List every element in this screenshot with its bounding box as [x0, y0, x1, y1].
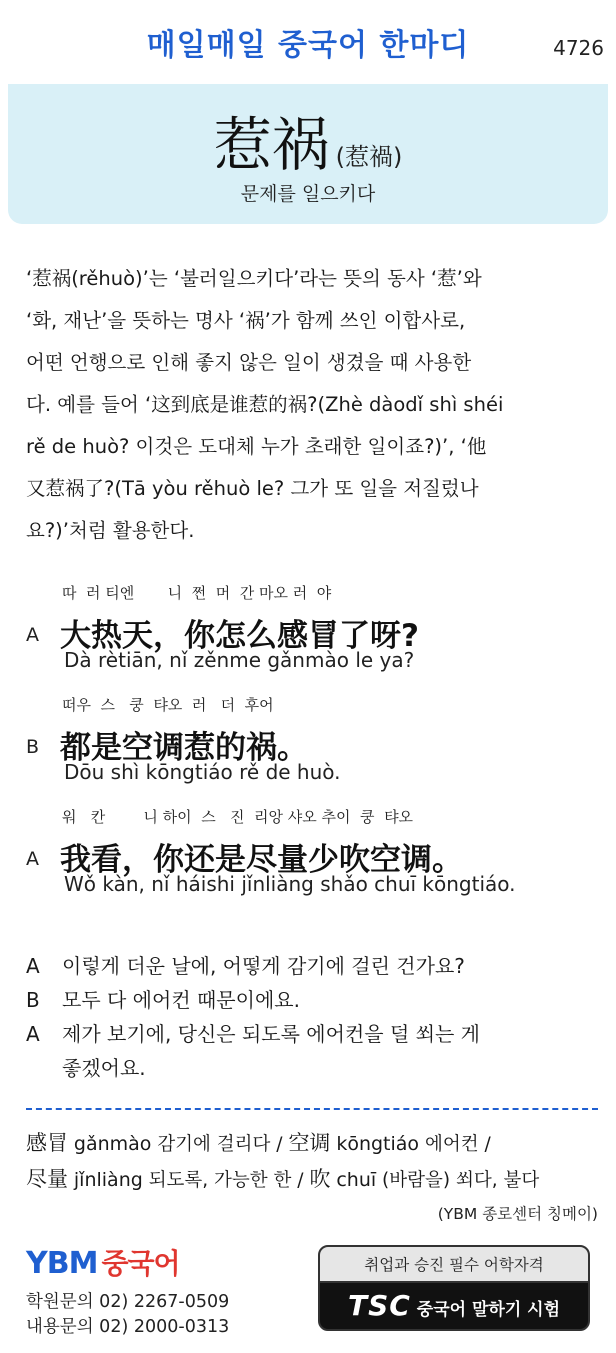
- word-panel: [8, 84, 608, 224]
- vocab-meaning: 감기에 걸리다 /: [157, 1134, 283, 1155]
- vocab-hanzi: 空调: [288, 1131, 331, 1155]
- tsc-banner[interactable]: [318, 1245, 590, 1331]
- explanation-line: 어떤 언행으로 인해 좋지 않은 일이 생겼을 때 사용한: [26, 351, 472, 374]
- vocab-line: [26, 1162, 598, 1198]
- dialog-pinyin: Dōu shì kōngtiáo rě de huò.: [64, 760, 341, 784]
- tsc-bottom: [320, 1283, 588, 1331]
- translation-speaker: A: [26, 954, 40, 978]
- dialog-pronunciation: 워 칸 니 하이 스 진 리앙 샤오 추이 쿵 탸오: [62, 808, 414, 826]
- translation-speaker: B: [26, 988, 40, 1012]
- author-credit: (YBM 종로센터 칭메이): [437, 1205, 598, 1223]
- word-hanzi: 惹祸: [213, 111, 330, 179]
- explanation-line: 요?)’처럼 활용한다.: [26, 519, 195, 542]
- tsc-logo: TSC: [347, 1289, 411, 1322]
- dialog-speaker: A: [26, 848, 39, 870]
- dashed-divider: [26, 1108, 598, 1110]
- vocab-meaning: (바람을) 쐬다, 불다: [382, 1170, 540, 1191]
- translation: [26, 950, 598, 1080]
- vocab-meaning: 되도록, 가능한 한 /: [148, 1170, 304, 1191]
- vocab-hanzi: 尽量: [26, 1167, 68, 1191]
- header: [0, 0, 616, 84]
- vocab-pinyin: gǎnmào: [73, 1133, 152, 1155]
- vocabulary: [26, 1126, 598, 1198]
- dialog-speaker: B: [26, 736, 40, 758]
- translation-line: [26, 1052, 146, 1081]
- dialog-pinyin: Wǒ kàn, nǐ háishi jǐnliàng shǎo chuī kōngtiáo.: [64, 872, 516, 896]
- dialog-line: [26, 806, 598, 906]
- dialog-pronunciation: 따 러 티엔 니 쩐 머 간 마오 러 야: [62, 584, 332, 602]
- explanation-line: 다. 예를 들어 ‘这到底是谁惹的祸?(Zhè dàodǐ shì shéi: [26, 393, 504, 416]
- dialog-hanzi: 都是空调惹的祸。: [60, 730, 308, 766]
- explanation-line: 又惹祸了?(Tā yòu rěhuò le? 그가 또 일을 저질렀나: [26, 477, 479, 500]
- vocab-hanzi: 吹: [309, 1167, 331, 1191]
- dialog-line: [26, 694, 598, 794]
- explanation-line: rě de huò? 이것은 도대체 누가 초래한 일이죠?)’, ‘他: [26, 435, 487, 458]
- vocab-meaning: 에어컨 /: [424, 1134, 491, 1155]
- page-title: 매일매일 중국어 한마디: [146, 28, 470, 63]
- tsc-tagline: 취업과 승진 필수 어학자격: [320, 1247, 588, 1283]
- translation-text: 제가 보기에, 당신은 되도록 에어컨을 덜 쐬는 게: [62, 1022, 480, 1046]
- dialog-speaker: A: [26, 624, 39, 646]
- contact-content: 내용문의 02) 2000-0313: [26, 1317, 230, 1337]
- tsc-name: 중국어 말하기 시험: [416, 1300, 561, 1320]
- translation-text: 모두 다 에어컨 때문이에요.: [62, 988, 300, 1012]
- vocab-pinyin: jǐnliàng: [73, 1169, 143, 1191]
- vocab-pinyin: chuī: [336, 1169, 377, 1191]
- word-meaning: 문제를 일으키다: [240, 183, 376, 205]
- translation-line: [26, 1018, 480, 1047]
- translation-text: 좋겠어요.: [62, 1056, 146, 1080]
- ybm-logo[interactable]: [26, 1242, 180, 1282]
- explanation: [26, 258, 598, 552]
- dialog-pinyin: Dà rètiān, nǐ zěnme gǎnmào le ya?: [64, 648, 415, 672]
- word-line: [8, 98, 608, 182]
- translation-line: [26, 984, 300, 1013]
- logo-text: YBM: [26, 1246, 98, 1281]
- dialog-hanzi: 大热天，你怎么感冒了呀?: [60, 618, 419, 654]
- dialog-pronunciation: 떠우 스 쿵 탸오 러 더 후어: [62, 696, 274, 714]
- vocab-line: [26, 1126, 598, 1162]
- dialog-line: [26, 582, 598, 682]
- vocab-pinyin: kōngtiáo: [336, 1133, 420, 1155]
- word-traditional: (惹禍): [335, 143, 403, 171]
- vocab-hanzi: 感冒: [26, 1131, 68, 1155]
- translation-speaker: A: [26, 1022, 40, 1046]
- issue-number: 4726: [553, 36, 604, 60]
- translation-text: 이렇게 더운 날에, 어떻게 감기에 걸린 건가요?: [62, 954, 465, 978]
- translation-line: [26, 950, 465, 979]
- explanation-line: ‘화, 재난’을 뜻하는 명사 ‘祸’가 함께 쓰인 이합사로,: [26, 309, 466, 332]
- dialog-hanzi: 我看，你还是尽量少吹空调。: [60, 842, 463, 878]
- contact-academy: 학원문의 02) 2267-0509: [26, 1292, 230, 1312]
- explanation-line: ‘惹祸(rěhuò)’는 ‘불러일으키다’라는 뜻의 동사 ‘惹’와: [26, 267, 482, 290]
- logo-subtext: 중국어: [101, 1247, 180, 1280]
